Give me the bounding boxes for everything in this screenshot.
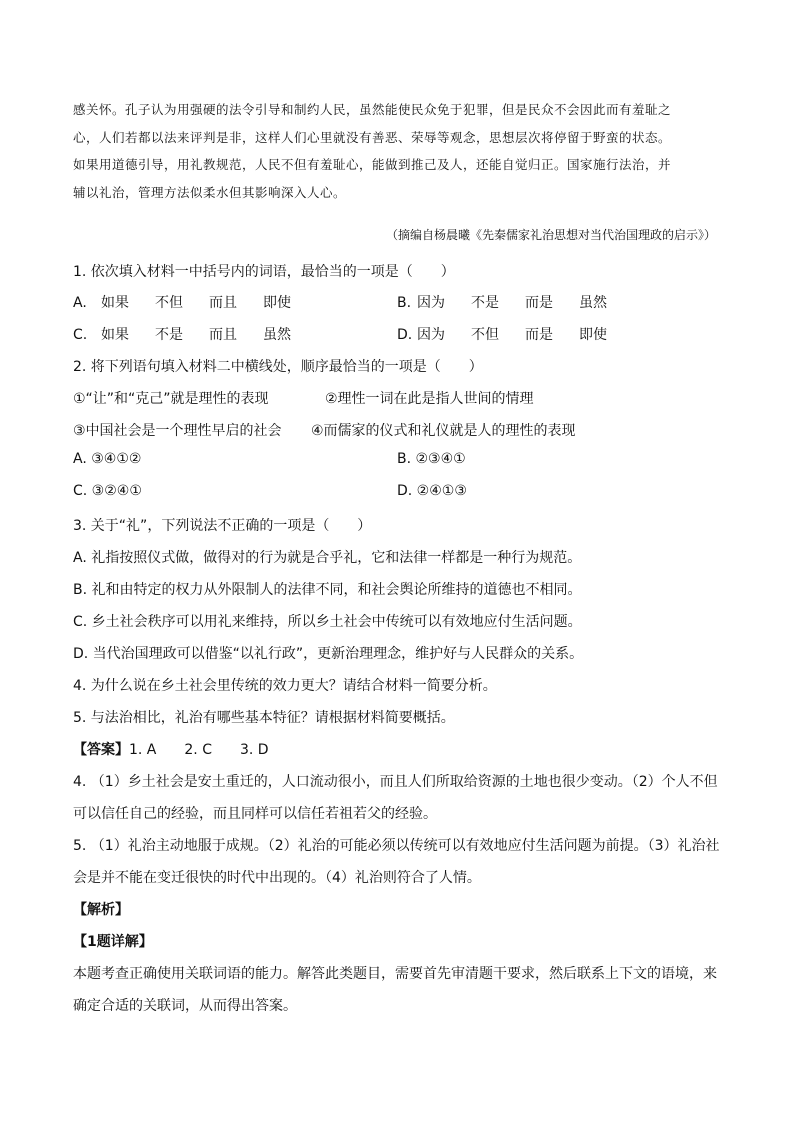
option-word: 虽然 (263, 327, 291, 343)
option-word: 虽然 (579, 295, 607, 311)
detail-title: 【1题详解】 (73, 934, 153, 950)
option-word: 不是 (471, 295, 499, 311)
option-letter: B. (397, 295, 412, 311)
option-word: 如果 (101, 295, 129, 311)
option-word: 因为 (417, 295, 445, 311)
question-1-stem: 1. 依次填入材料一中括号内的词语，最恰当的一项是（ ） (73, 264, 455, 280)
q2-sentence-4: ④而儒家的仪式和礼仪就是人的理性的表现 (311, 423, 576, 439)
question-2-stem: 2. 将下列语句填入材料二中横线处，顺序最恰当的一项是（ ） (73, 359, 483, 375)
q1-option-c (73, 324, 317, 344)
q2-option-d: D. ②④①③ (397, 483, 467, 499)
material-excerpt (73, 96, 721, 206)
option-letter: D. (397, 327, 413, 343)
answer-5-line-2: 会是并不能在变迁很快的时代中出现的。（4）礼治则符合了人情。 (73, 870, 481, 886)
q1-option-b (397, 292, 633, 312)
excerpt-line: 如果用道德引导，用礼教规范，人民不但有羞耻心，能做到推己及人，还能自觉归正。国家施行法治，并 (73, 157, 672, 172)
option-word: 即使 (263, 295, 291, 311)
answer-4-line-2: 可以信任自己的经验，而且同样可以信任若祖若父的经验。 (73, 806, 437, 822)
q3-option-a: A. 礼指按照仪式做，做得对的行为就是合乎礼，它和法律一样都是一种行为规范。 (73, 550, 582, 566)
option-word: 而是 (525, 295, 553, 311)
answer-tag: 【答案】 (73, 742, 129, 758)
q3-option-b: B. 礼和由特定的权力从外限制人的法律不同，和社会舆论所维持的道德也不相同。 (73, 582, 582, 598)
analysis-tag: 【解析】 (73, 902, 129, 918)
q2-sentence-2: ②理性一词在此是指人世间的情理 (325, 391, 534, 407)
analysis-text-line-2: 确定合适的关联词，从而得出答案。 (73, 998, 297, 1014)
excerpt-line: 心，人们若都以法来评判是非，这样人们心里就没有善恶、荣辱等观念，思想层次将停留于野蛮的状态。 (73, 129, 672, 145)
q1-option-a (73, 292, 317, 312)
question-5-stem: 5. 与法治相比，礼治有哪些基本特征？请根据材料简要概括。 (73, 710, 455, 726)
option-word: 如果 (101, 327, 129, 343)
q3-option-d: D. 当代治国理政可以借鉴“以礼行政”，更新治理理念，维护好与人民群众的关系。 (73, 646, 584, 662)
question-4-stem: 4. 为什么说在乡土社会里传统的效力更大？请结合材料一简要分析。 (73, 678, 497, 694)
answer-short: 1. A 2. C 3. D (129, 742, 269, 758)
option-word: 即使 (579, 327, 607, 343)
excerpt-line: 辅以礼治，管理方法似柔水但其影响深入人心。 (73, 184, 347, 200)
answer-4-line-1: 4. （1）乡土社会是安土重迁的，人口流动很小，而且人们所取给资源的土地也很少变动。（2）个人不但 (73, 774, 718, 790)
q1-option-d (397, 324, 633, 344)
excerpt-source: （摘编自杨晨曦《先秦儒家礼治思想对当代治国理政的启示》） (385, 228, 716, 242)
option-letter: A. (73, 295, 87, 311)
q2-sentence-3: ③中国社会是一个理性早启的社会 (73, 423, 282, 439)
q2-option-b: B. ②③④① (397, 451, 466, 467)
option-word: 不但 (471, 327, 499, 343)
q2-sentence-1: ①“让”和“克己”就是理性的表现 (73, 391, 269, 407)
excerpt-line: 感关怀。孔子认为用强硬的法令引导和制约人民，虽然能使民众免于犯罪，但是民众不会因此而有羞耻之 (73, 102, 672, 117)
question-3-stem: 3. 关于“礼”，下列说法不正确的一项是（ ） (73, 518, 372, 534)
q3-option-c: C. 乡土社会秩序可以用礼来维持，所以乡土社会中传统可以有效地应付生活问题。 (73, 614, 582, 630)
option-letter: C. (73, 327, 88, 343)
answer-line (73, 739, 269, 759)
option-word: 而且 (209, 295, 237, 311)
q2-option-c: C. ③②④① (73, 483, 142, 499)
option-word: 因为 (417, 327, 445, 343)
option-word: 不但 (155, 295, 183, 311)
analysis-text-line-1: 本题考查正确使用关联词语的能力。解答此类题目，需要首先审清题干要求，然后联系上下文的语境，来 (73, 966, 717, 982)
answer-5-line-1: 5. （1）礼治主动地服于成规。（2）礼治的可能必须以传统可以有效地应付生活问题为前提。（3）礼治社 (73, 838, 720, 854)
q2-option-a: A. ③④①② (73, 451, 142, 467)
option-word: 而是 (525, 327, 553, 343)
option-word: 不是 (155, 327, 183, 343)
option-word: 而且 (209, 327, 237, 343)
